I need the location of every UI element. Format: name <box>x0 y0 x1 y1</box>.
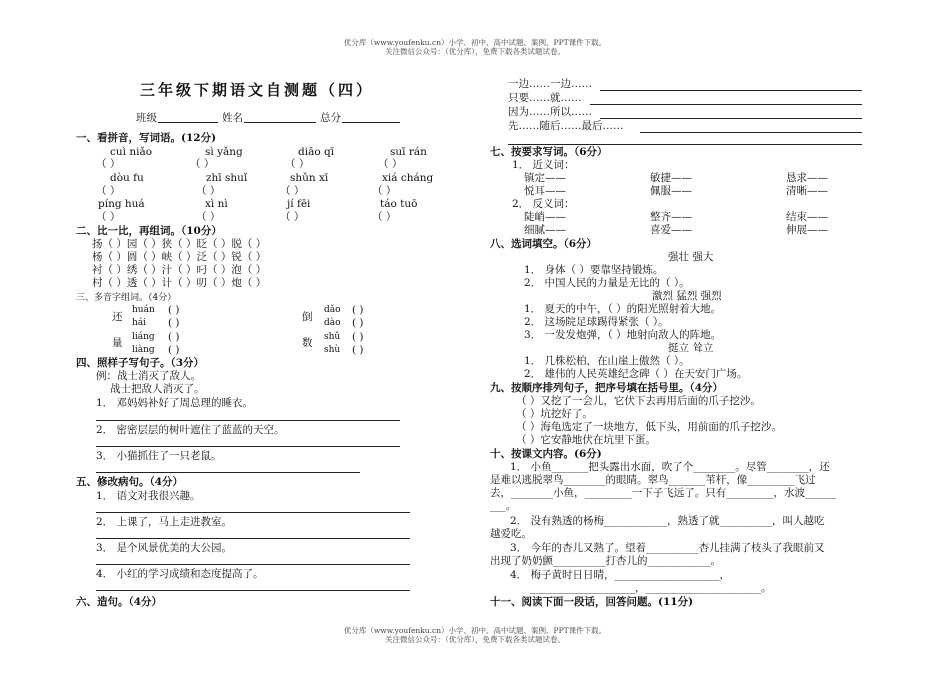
answer-box[interactable]: （ ） <box>372 211 397 223</box>
fill-paragraph[interactable]: 3． 今年的杏儿又熟了。望着__________杏儿挂满了枝头了我眼前又 <box>510 542 825 554</box>
answer-line[interactable] <box>600 90 862 91</box>
question: 3． 小猫抓住了一只老鼠。 <box>96 450 222 462</box>
info-class-label: 班级 <box>136 112 157 124</box>
compare-row[interactable]: 村（ ）透（ ）计（ ）叨（ ）炮（ ） <box>92 277 267 289</box>
answer-box[interactable]: （ ） <box>378 158 403 170</box>
answer-line[interactable] <box>96 446 400 447</box>
answer-box[interactable]: ( ) <box>168 344 180 356</box>
answer-box[interactable]: ( ) <box>352 304 364 316</box>
pinyin: píng huá <box>98 198 145 210</box>
answer-line[interactable] <box>600 118 862 119</box>
sub-heading: 1． 近义词： <box>512 159 575 171</box>
answer-box[interactable]: ( ) <box>168 304 180 316</box>
fill-paragraph[interactable]: 越爱吃。 <box>490 528 532 540</box>
order-item[interactable]: （ ）海龟选定了一块地方，低下头，用前面的爪子挖沙。 <box>516 421 782 433</box>
pinyin: shù <box>324 345 341 355</box>
fill-paragraph[interactable]: ___。 <box>490 500 517 512</box>
section-8-heading: 八、选词填空。（6分） <box>490 238 598 250</box>
compare-row[interactable]: 杨（ ）圆（ ）峡（ ）泛（ ）锐（ ） <box>92 251 267 263</box>
answer-box[interactable]: ( ) <box>168 317 180 329</box>
fill-paragraph[interactable]: 去，________小鱼，_________一下子飞远了。只有_________，水波______ <box>490 487 837 499</box>
answer-line[interactable] <box>508 144 862 145</box>
answer-line[interactable] <box>96 590 410 591</box>
answer-box[interactable]: （ ） <box>372 185 397 197</box>
page-title: 三年级下期语文自测题（四） <box>140 81 375 99</box>
section-10-heading: 十、按课文内容。(6分) <box>490 448 602 460</box>
word-choices: 强壮 强大 <box>668 251 714 263</box>
answer-box[interactable]: （ ） <box>190 158 215 170</box>
answer-line[interactable] <box>640 132 862 133</box>
pinyin: diāo qī <box>298 146 335 158</box>
header-line-2: 关注微信公众号：（优分库），免费下载各类试题试卷。 <box>385 47 565 56</box>
fill-paragraph[interactable]: 4． 梅子黄时日日晴，____________________， <box>510 569 731 581</box>
question: 2． 上课了，马上走进教室。 <box>96 516 233 528</box>
order-item[interactable]: （ ）它安静地伏在坑里下蛋。 <box>516 434 656 446</box>
info-score-label: 总分 <box>320 112 341 124</box>
section-3-heading: 三、多音字组词。（4分） <box>76 293 177 303</box>
fill-paragraph[interactable]: 出现了奶奶颤__________打杏儿的____________。 <box>490 555 721 567</box>
word-item[interactable]: 伸展—— <box>786 224 828 236</box>
info-name-label: 姓名 <box>222 112 243 124</box>
pinyin: liáng <box>132 332 155 342</box>
question: 3． 一发发炮弹，（ ）地射向敌人的阵地。 <box>524 329 722 341</box>
section-6-heading: 六、造句。（4分） <box>76 596 163 608</box>
question: 1． 身体（ ）要靠坚持锻炼。 <box>524 264 664 276</box>
pinyin: dào <box>324 318 341 328</box>
word-choices: 挺立 耸立 <box>668 342 714 354</box>
answer-line[interactable] <box>96 472 360 473</box>
name-blank[interactable] <box>244 122 316 123</box>
class-blank[interactable] <box>158 122 218 123</box>
footer-line-1: 优分库（www.youfenku.cn）小学、初中、高中试题、案例、PPT课件下载。 <box>343 626 607 635</box>
answer-line[interactable] <box>96 564 410 565</box>
section-4-heading: 四、照样子写句子。（3分） <box>76 357 205 369</box>
answer-box[interactable]: （ ） <box>96 158 121 170</box>
word-item[interactable]: 细腻—— <box>524 224 566 236</box>
word-item[interactable]: 镇定—— <box>524 172 566 184</box>
question: 2． 雄伟的人民英雄纪念碑（ ）在天安门广场。 <box>524 368 748 380</box>
footer-line-2: 关注微信公众号：（优分库），免费下载各类试题试卷。 <box>385 635 565 644</box>
example-sentence: 战士把敌人消灭了。 <box>110 383 205 395</box>
question: 2． 中国人民的力量是无比的（ ）。 <box>524 277 690 289</box>
pinyin: suī rán <box>390 146 427 158</box>
question: 1． 邓妈妈补好了周总理的睡衣。 <box>96 397 254 409</box>
answer-box[interactable]: （ ） <box>196 185 221 197</box>
question: 1． 语文对我很兴趣。 <box>96 490 201 502</box>
section-9-heading: 九、按顺序排列句子，把序号填在括号里。（4分） <box>490 382 724 394</box>
polyphone-char: 数 <box>302 337 313 349</box>
pinyin: liàng <box>132 345 155 355</box>
section-7-heading: 七、按要求写词。（6分） <box>490 146 608 158</box>
word-item[interactable]: 结束—— <box>786 211 828 223</box>
order-item[interactable]: （ ）又挖了一会儿，它伏下去再用后面的爪子挖沙。 <box>516 395 761 407</box>
section-5-heading: 五、修改病句。（4分） <box>76 476 184 488</box>
answer-box[interactable]: （ ） <box>280 211 305 223</box>
fill-paragraph[interactable]: 是难以逃脱翠鸟________的眼睛。翠鸟_______苇杆，像_________飞过 <box>490 474 816 486</box>
polyphone-char: 还 <box>112 311 123 323</box>
answer-box[interactable]: （ ） <box>96 185 121 197</box>
sentence-pattern: 先……随后……最后…… <box>508 120 624 132</box>
question: 3． 是个风景优美的大公园。 <box>96 542 233 554</box>
polyphone-char: 倒 <box>302 311 313 323</box>
answer-box[interactable]: （ ） <box>285 158 310 170</box>
question: 1． 夏天的中午，（ ）的阳光照射着大地。 <box>524 303 722 315</box>
word-item[interactable]: 敏捷—— <box>650 172 692 184</box>
compare-row[interactable]: 衬（ ）绣（ ）汁（ ）叼（ ）泡（ ） <box>92 264 267 276</box>
answer-box[interactable]: ( ) <box>352 317 364 329</box>
section-11-heading: 十一、阅读下面一段话，回答问题。(11分) <box>490 596 694 608</box>
question: 2． 密密层层的树叶遮住了蓝蓝的天空。 <box>96 424 285 436</box>
answer-box[interactable]: （ ） <box>96 211 121 223</box>
example-sentence: 例：战士消灭了敌人。 <box>96 370 201 382</box>
pinyin: huán <box>132 305 155 315</box>
answer-box[interactable]: ( ) <box>168 331 180 343</box>
word-item[interactable]: 陡峭—— <box>524 211 566 223</box>
pinyin: cuì niǎo <box>110 146 153 158</box>
word-item[interactable]: 喜爱—— <box>650 224 692 236</box>
word-item[interactable]: 恳求—— <box>786 172 828 184</box>
word-item[interactable]: 整齐—— <box>650 211 692 223</box>
word-item[interactable]: 清晰—— <box>786 185 828 197</box>
pinyin: hái <box>132 318 147 328</box>
answer-box[interactable]: ( ) <box>352 331 364 343</box>
word-choices: 激烈 猛烈 强烈 <box>652 290 722 302</box>
word-item[interactable]: 佩服—— <box>650 185 692 197</box>
answer-line[interactable] <box>96 512 410 513</box>
answer-box[interactable]: （ ） <box>280 185 305 197</box>
answer-box[interactable]: ( ) <box>352 344 364 356</box>
pinyin: dòu fu <box>110 172 144 184</box>
question: 4． 小红的学习成绩和态度提高了。 <box>96 568 264 580</box>
answer-box[interactable]: （ ） <box>196 211 221 223</box>
answer-line[interactable] <box>96 420 400 421</box>
sentence-pattern: 因为……所以…… <box>508 106 592 118</box>
polyphone-char: 量 <box>112 337 123 349</box>
pinyin: sì yǎng <box>205 146 243 158</box>
answer-line[interactable] <box>590 104 862 105</box>
sub-heading: 2． 反义词： <box>512 198 575 210</box>
pinyin: táo tuō <box>380 198 418 210</box>
pinyin: shǔ <box>324 332 341 342</box>
pinyin: jí fēi <box>287 198 311 210</box>
pinyin: xì nì <box>205 198 228 210</box>
order-item[interactable]: （ ）坑挖好了。 <box>516 408 593 420</box>
question: 1． 几株松柏，在山崖上傲然（ ）。 <box>524 355 690 367</box>
sentence-pattern: 一边……一边…… <box>508 78 592 90</box>
sentence-pattern: 只要……就…… <box>508 92 582 104</box>
section-1-heading: 一、看拼音，写词语。(12分) <box>76 132 217 144</box>
word-item[interactable]: 悦耳—— <box>524 185 566 197</box>
pinyin: shǔn xī <box>290 172 329 184</box>
pinyin: zhī shuǐ <box>206 172 248 184</box>
pinyin: dǎo <box>324 305 341 315</box>
score-blank[interactable] <box>342 122 400 123</box>
section-2-heading: 二、比一比，再组词。（10分） <box>76 225 222 237</box>
fill-paragraph[interactable]: 2． 没有熟透的杨梅____________，熟透了就__________，叫人越吃 <box>510 515 825 527</box>
answer-line[interactable] <box>96 538 410 539</box>
pinyin: xiá cháng <box>382 172 434 184</box>
compare-row[interactable]: 扬（ ）园（ ）狭（ ）眨（ ）脱（ ） <box>92 238 267 250</box>
fill-paragraph[interactable]: 1． 小鱼_______把头露出水面，吹了个________。尽管________，还 <box>510 461 830 473</box>
fill-paragraph[interactable]: ____________________，______________________。 <box>530 582 772 594</box>
header-line-1: 优分库（www.youfenku.cn）小学、初中、高中试题、案例、PPT课件下载。 <box>343 38 607 47</box>
question: 2． 这场院足球踢得紧张（ ）。 <box>524 316 669 328</box>
